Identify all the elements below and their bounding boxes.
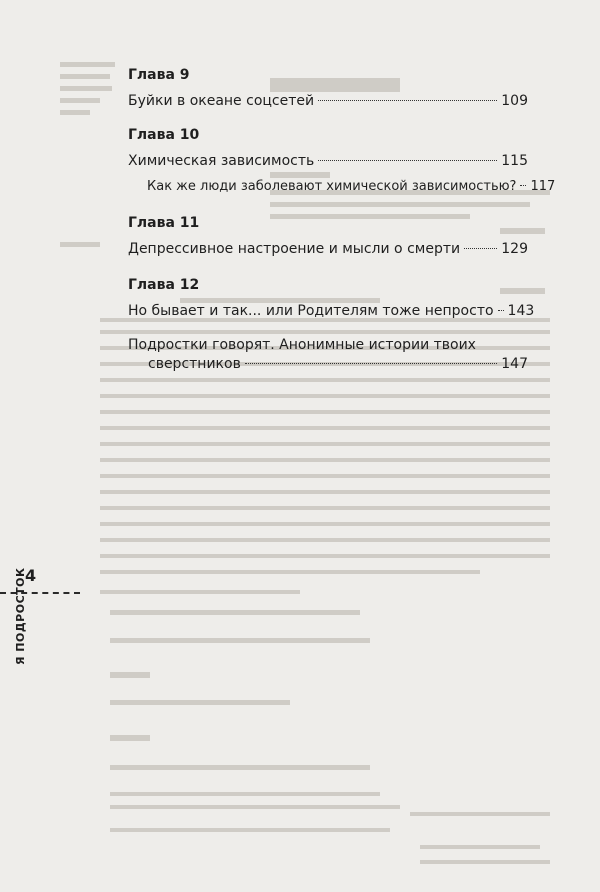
- toc-entry-page: 129: [501, 241, 528, 257]
- toc-entry-title-line2: сверстников: [148, 356, 241, 372]
- dot-leader: [318, 100, 497, 101]
- toc-entry-title: Буйки в океане соцсетей: [128, 93, 315, 109]
- toc-entry-page: 115: [501, 153, 528, 169]
- chapter-9-heading: Глава 9: [128, 67, 190, 83]
- toc-entry-stories[interactable]: [128, 336, 528, 374]
- dot-leader: [245, 363, 497, 364]
- toc-entry[interactable]: [128, 240, 528, 259]
- dot-leader: [498, 310, 504, 311]
- toc-entry-title: Депрессивное настроение и мысли о смерти: [128, 241, 461, 257]
- toc-entry[interactable]: [128, 152, 528, 171]
- running-title: Я ПОДРОСТОК: [14, 567, 27, 665]
- folio-dashed-rule: [0, 592, 80, 594]
- chapter-11-heading: Глава 11: [128, 215, 200, 231]
- dot-leader: [318, 160, 497, 161]
- dot-leader: [520, 185, 526, 186]
- toc-entry-title: Химическая зависимость: [128, 153, 315, 169]
- toc-entry-page: 147: [501, 356, 528, 372]
- toc-subentry[interactable]: [147, 177, 556, 196]
- toc-entry[interactable]: [128, 302, 535, 321]
- dot-leader: [464, 248, 497, 249]
- toc-entry-title-line1: Подростки говорят. Анонимные истории твоих: [128, 337, 476, 353]
- toc-entry-title: Но бывает и так... или Родителям тоже непросто: [128, 303, 494, 319]
- chapter-12-heading: Глава 12: [128, 277, 200, 293]
- toc-entry[interactable]: [128, 92, 528, 111]
- toc-entry-page: 117: [530, 179, 556, 194]
- page-number: 4: [25, 566, 37, 585]
- toc-entry-page: 143: [507, 303, 535, 319]
- chapter-10-heading: Глава 10: [128, 127, 200, 143]
- toc-entry-page: 109: [501, 93, 528, 109]
- toc-entry-title: Как же люди заболевают химической зависимостью?: [147, 179, 517, 194]
